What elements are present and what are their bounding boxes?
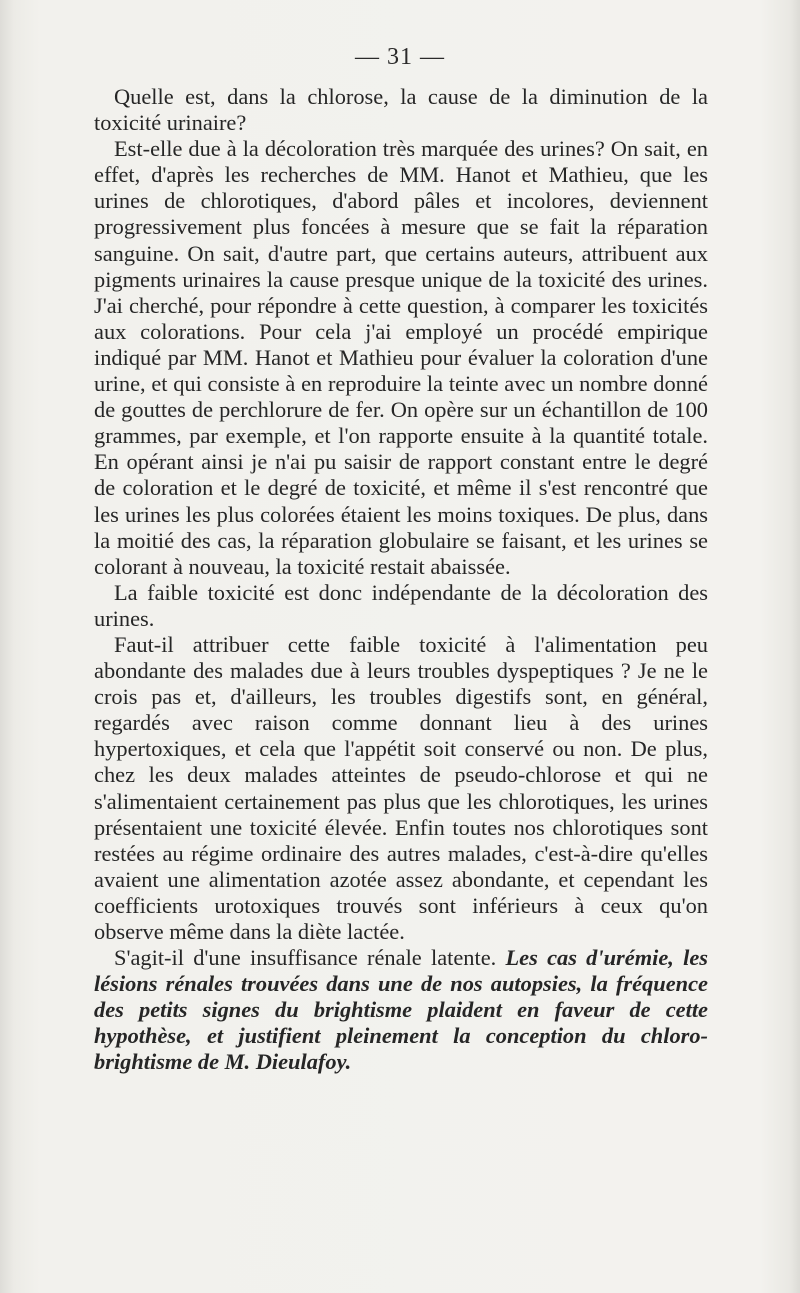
body-text — [94, 84, 708, 1076]
paragraph-5 — [94, 945, 708, 1075]
paragraph-5-plain: S'agit-il d'une insuffisance rénale latente. — [114, 945, 506, 971]
paragraph-1: Quelle est, dans la chlorose, la cause de la diminution de la toxicité urinaire? — [94, 84, 708, 136]
page-number: — 31 — — [355, 44, 445, 70]
paragraph-2: Est-elle due à la décoloration très marquée des urines? On sait, en effet, d'après les recherches de MM. Hanot et Mathieu, que les urines de chlorotiques, d'abord pâles et incolores, deviennent progressivement plus foncées à mesure que se fait la réparation sanguine. On sait, d'autre part, que certains auteurs, attribuent aux pigments urinaires la cause presque unique de la toxicité des urines. J'ai cherché, pour répondre à cette question, à comparer les toxicités aux colorations. Pour cela j'ai employé un procédé empirique indiqué par MM. Hanot et Mathieu pour évaluer la coloration d'une urine, et qui consiste à en reproduire la teinte avec un nombre donné de gouttes de perchlorure de fer. On opère sur un échantillon de 100 grammes, par exemple, et l'on rapporte ensuite à la quantité totale. En opérant ainsi je n'ai pu saisir de rapport constant entre le degré de coloration et le degré de toxicité, et même il s'est rencontré que les urines les plus colorées étaient les moins toxiques. De plus, dans la moitié des cas, la réparation globulaire se faisant, et les urines se colorant à nouveau, la toxicité restait abaissée. — [94, 136, 708, 579]
paragraph-3: La faible toxicité est donc indépendante de la décoloration des urines. — [94, 579, 708, 631]
paragraph-5-italic: Les cas d'urémie, les lésions rénales trouvées dans une de nos autopsies, la fréquence des petits signes du brightisme plaident en faveur de cette hypothèse, et justifient pleinement la conception du chloro-brightisme de M. Dieulafoy. — [94, 945, 708, 1075]
paragraph-4: Faut-il attribuer cette faible toxicité à l'alimentation peu abondante des malades due à leurs troubles dyspeptiques ? Je ne le crois pas et, d'ailleurs, les troubles digestifs sont, en général, regardés avec raison comme donnant lieu à des urines hypertoxiques, et cela que l'appétit soit conservé ou non. De plus, chez les deux malades atteintes de pseudo-chlorose et qui ne s'alimentaient certainement pas plus que les chlorotiques, les urines présentaient une toxicité élevée. Enfin toutes nos chlorotiques sont restées au régime ordinaire des autres malades, c'est-à-dire qu'elles avaient une alimentation azotée assez abondante, et cependant les coefficients urotoxiques trouvés sont inférieurs à ceux qu'on observe même dans la diète lactée. — [94, 631, 708, 944]
